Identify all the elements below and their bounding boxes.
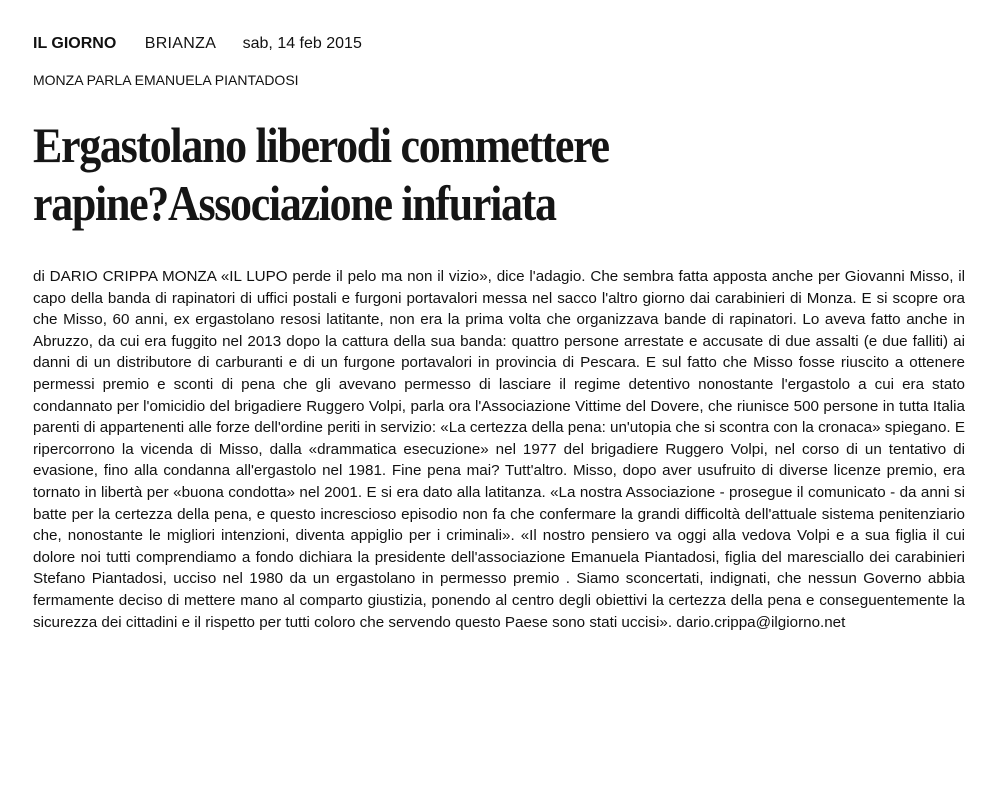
article-body: di DARIO CRIPPA MONZA «IL LUPO perde il pelo ma non il vizio», dice l'adagio. Che sembra fatta apposta anche per Giovanni Misso, il capo della banda di rapinatori di uffici postali e furgoni portavalori messa nel sacco l'altro giorno dai carabinieri di Monza. E si scopre ora che Misso, 60 anni, ex ergastolano resosi latitante, non era la prima volta che organizzava bande di rapinatori. Lo aveva fatto anche in Abruzzo, da cui era fuggito nel 2013 dopo la cattura della sua banda: quattro persone arrestate e accusate di due assalti (e due falliti) ai danni di un distributore di carburanti e di un furgone portavalori in provincia di Pescara. E sul fatto che Misso fosse riuscito a ottenere permessi premio e sconti di pena che gli avevano permesso di lasciare il regime detentivo nonostante l'ergastolo a cui era stato condannato per l'omicidio del brigadiere Ruggero Volpi, parla ora l'Associazione Vittime del Dovere, che riunisce 500 persone in tutta Italia parenti di appartenenti alle forze dell'ordine periti in servizio: «La certezza della pena: un'utopia che si scontra con la cronaca» spiegano. E ripercorrono la vicenda di Misso, dalla «drammatica esecuzione» nel 1977 del brigadiere Ruggero Volpi, nel corso di un tentativo di evasione, fino alla condanna all'ergastolo nel 1981. Fine pena mai? Tutt'altro. Misso, dopo aver usufruito di diverse licenze premio, era tornato in libertà per «buona condotta» nel 2001. E si era dato alla latitanza. «La nostra Associazione - prosegue il comunicato - da anni si batte per la certezza della pena, e questo increscioso episodio non fa che confermare la grandi difficoltà dell'attuale sistema penitenziario che, nonostante le migliori intenzioni, diventa appiglio per i criminali». «Il nostro pensiero va oggi alla vedova Volpi e a sua figlia il cui dolore noi tutti comprendiamo a fondo dichiara la presidente dell'associazione Emanuela Piantadosi, figlia del maresciallo dei carabinieri Stefano Piantadosi, ucciso nel 1980 da un ergastolano in permesso premio . Siamo sconcertati, indignati, che nessun Governo abbia fermamente deciso di mettere mano al comparto giustizia, ponendo al centro degli obiettivi la certezza della pena e conseguentemente la sicurezza dei cittadini e il rispetto per tutti coloro che servendo questo Paese sono stati uccisi». dario.crippa@ilgiorno.net xyxy=(33,268,965,631)
kicker: MONZA PARLA EMANUELA PIANTADOSI xyxy=(33,72,299,88)
headline-line-1: Ergastolano liberodi commettere xyxy=(33,117,609,173)
headline xyxy=(33,116,860,232)
headline-line-2: rapine?Associazione infuriata xyxy=(33,175,556,231)
publication-date: sab, 14 feb 2015 xyxy=(242,35,362,52)
edition-name: BRIANZA xyxy=(144,35,217,52)
newspaper-name: IL GIORNO xyxy=(33,35,117,52)
masthead xyxy=(33,34,362,54)
